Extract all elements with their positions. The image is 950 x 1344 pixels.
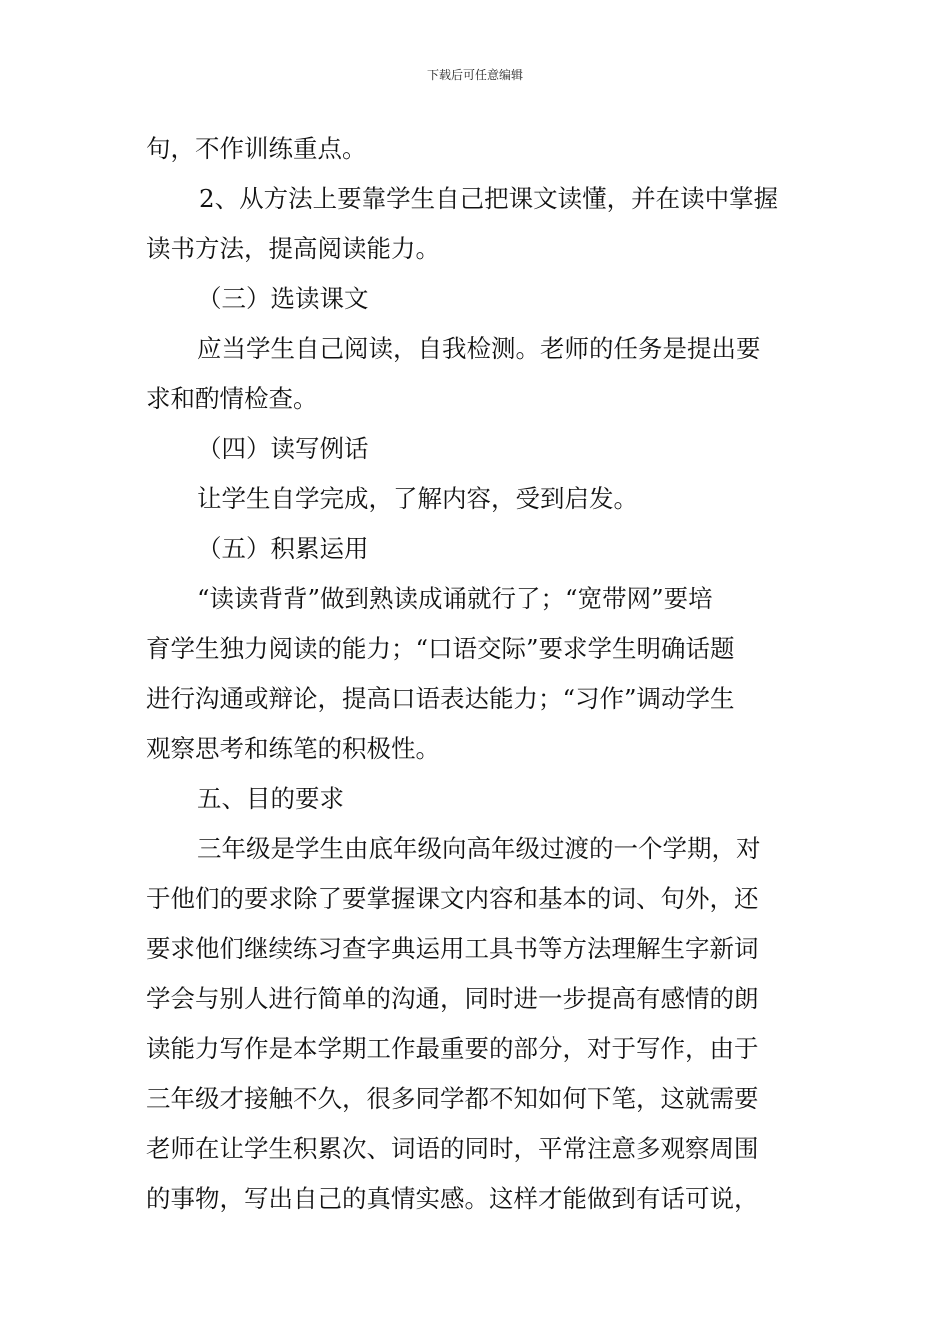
text-line: 让学生自学完成，了解内容，受到启发。 xyxy=(197,484,638,513)
text-line: 读书方法，提高阅读能力。 xyxy=(146,234,440,263)
text-line: 进行沟通或辩论，提高口语表达能力；“习作”调动学生 xyxy=(146,684,735,713)
text-line: 求和酌情检查。 xyxy=(146,384,318,413)
text-line: 育学生独力阅读的能力；“口语交际”要求学生明确话题 xyxy=(146,634,735,663)
text-line: 要求他们继续练习查字典运用工具书等方法理解生字新词 xyxy=(146,934,759,963)
text-line: 应当学生自己阅读，自我检测。老师的任务是提出要 xyxy=(197,334,761,363)
text-line: 于他们的要求除了要掌握课文内容和基本的词、句外，还 xyxy=(146,884,759,913)
text-line: “读读背背”做到熟读成诵就行了；“宽带网”要培 xyxy=(197,584,713,613)
text-line: 句，不作训练重点。 xyxy=(146,134,367,163)
section-heading: 五、目的要求 xyxy=(197,784,344,813)
text-line: 2、从方法上要靠学生自己把课文读懂，并在读中掌握 xyxy=(199,184,779,213)
page-header: 下载后可任意编辑 xyxy=(426,68,523,82)
section-heading: （三）选读课文 xyxy=(197,284,369,313)
section-heading: （五）积累运用 xyxy=(197,534,369,563)
text-line: 的事物，写出自己的真情实感。这样才能做到有话可说， xyxy=(146,1184,759,1213)
text-line: 学会与别人进行简单的沟通，同时进一步提高有感情的朗 xyxy=(146,984,759,1013)
text-line: 读能力写作是本学期工作最重要的部分，对于写作，由于 xyxy=(146,1034,759,1063)
section-heading: （四）读写例话 xyxy=(197,434,369,463)
text-line: 三年级才接触不久，很多同学都不知如何下笔，这就需要 xyxy=(146,1084,759,1113)
text-line: 老师在让学生积累次、词语的同时，平常注意多观察周围 xyxy=(146,1134,759,1163)
text-line: 观察思考和练笔的积极性。 xyxy=(146,734,440,763)
text-line: 三年级是学生由底年级向高年级过渡的一个学期，对 xyxy=(197,834,761,863)
